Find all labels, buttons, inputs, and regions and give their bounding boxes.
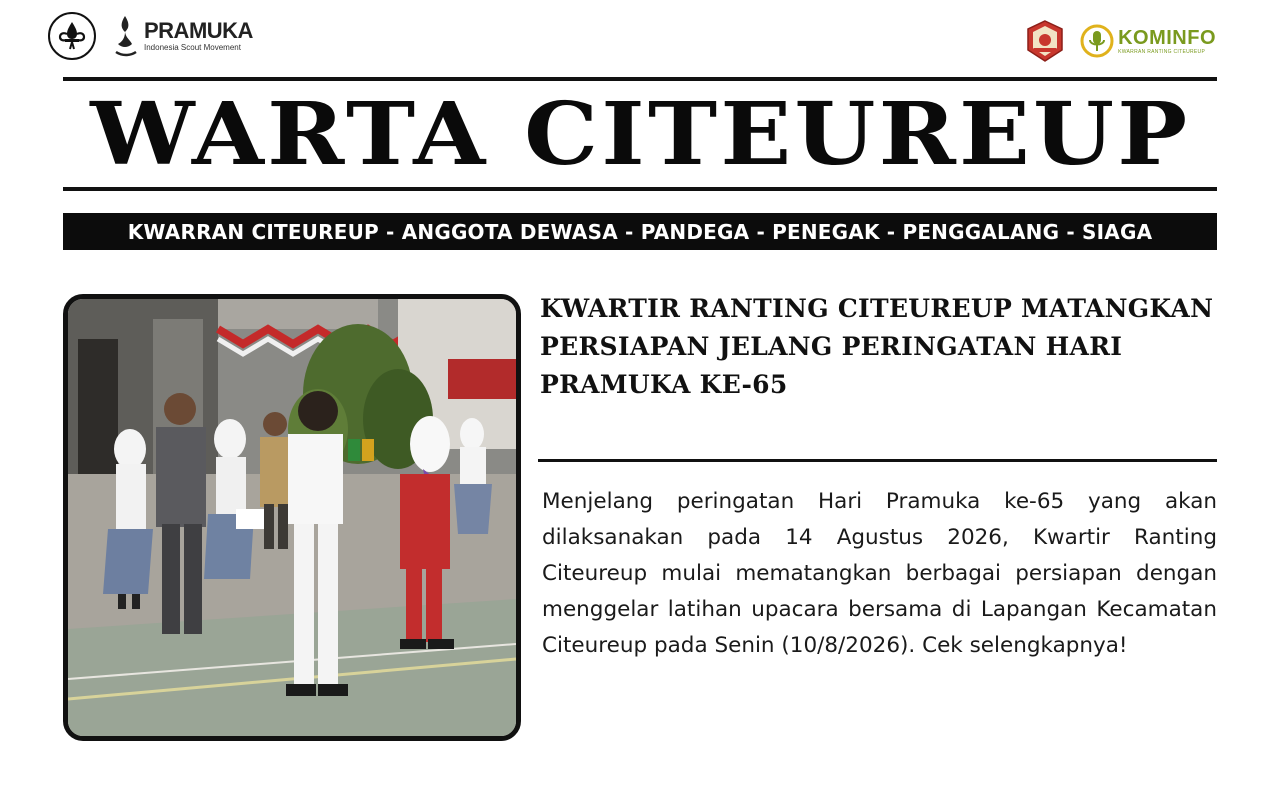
- masthead-bottom-rule: [63, 187, 1217, 191]
- article-body: Menjelang peringatan Hari Pramuka ke-65 yang akan dilaksanakan pada 14 Agustus 2026, Kwartir Ranting Citeureup mulai mematangkan berbagai persiapan dengan menggelar latihan upacara bersama di Lapangan Kecamatan Citeureup pada Senin (10/8/2026). Cek selengkapnya!: [542, 489, 1217, 658]
- pramuka-tagline: Indonesia Scout Movement: [144, 43, 241, 52]
- masthead: [63, 82, 1217, 186]
- kominfo-mic-icon: [1080, 24, 1114, 58]
- kominfo-tagline: KWARRAN RANTING CITEUREUP: [1118, 48, 1206, 55]
- kominfo-logo: [1080, 24, 1216, 58]
- photo-illustration: [68, 299, 516, 736]
- pramuka-tunas-icon: [112, 14, 138, 58]
- article-photo: [63, 294, 521, 741]
- pramuka-name: PRAMUKA: [144, 18, 253, 43]
- pramuka-logo: [112, 14, 253, 58]
- scout-lily-icon: [48, 12, 96, 60]
- hut-badge-icon: [1026, 20, 1064, 62]
- masthead-title: WARTA CITEUREUP: [89, 83, 1191, 185]
- masthead-top-rule: [63, 77, 1217, 81]
- kominfo-name: KOMINFO: [1118, 26, 1216, 49]
- article-divider: [538, 459, 1217, 462]
- header-logos-right: [1026, 20, 1216, 62]
- section-bar-text: KWARRAN CITEUREUP - ANGGOTA DEWASA - PANDEGA - PENEGAK - PENGGALANG - SIAGA: [127, 219, 1153, 244]
- header-logos-left: [48, 12, 253, 60]
- section-bar: [63, 213, 1217, 250]
- article-headline: KWARTIR RANTING CITEUREUP MATANGKAN PERSIAPAN JELANG PERINGATAN HARI PRAMUKA KE-65: [540, 294, 1214, 399]
